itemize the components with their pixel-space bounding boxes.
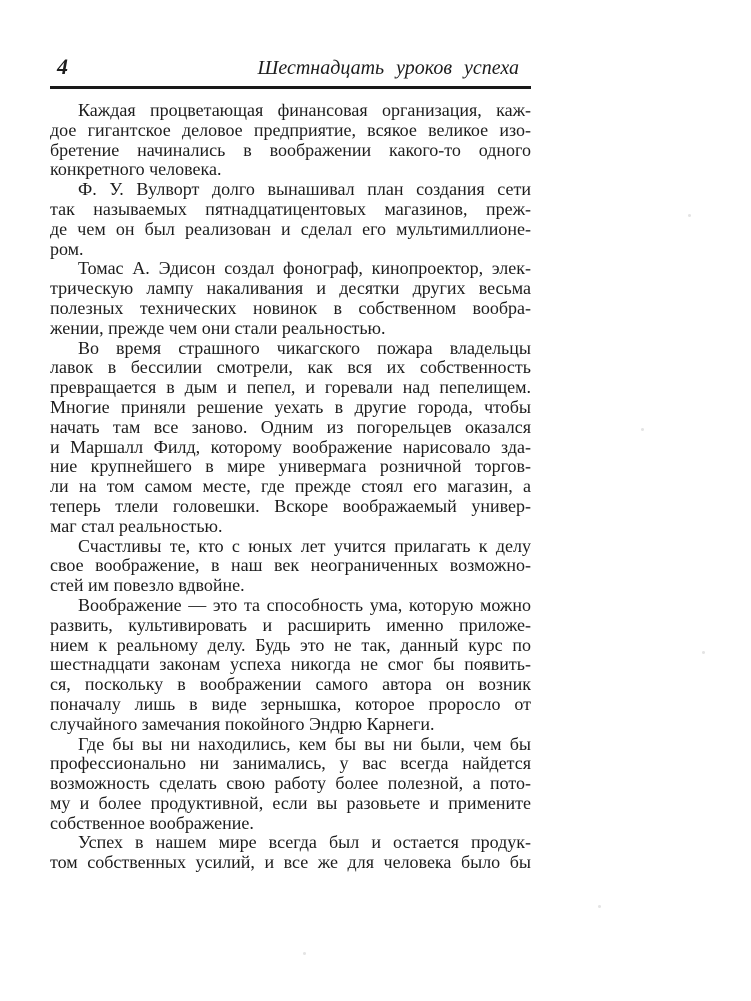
page-number: 4 [57,54,69,79]
text-line: бретение начинались в воображении какого-то одного [50,139,531,160]
text-line: Счастливы те, кто с юных лет учится прилагать к делу [78,535,531,556]
text-line: маг стал реальностью. [50,515,223,536]
text-line: так называемых пятнадцатицентовых магазинов, преж- [50,198,531,219]
text-line: Многие приняли решение уехать в другие города, чтобы [50,396,531,417]
text-line: шестнадцати законам успеха никогда не смог бы появить- [50,654,531,675]
scan-speck [702,651,705,654]
running-title: Шестнадцать уроков успеха [257,57,519,79]
header-rule [50,86,531,89]
text-line: ся, поскольку в воображении самого автора он возник [50,674,531,695]
text-line: Воображение — это та способность ума, которую можно [78,594,531,615]
text-line: Томас А. Эдисон создал фонограф, кинопроектор, элек- [78,258,531,279]
text-line: ли на том самом месте, где прежде стоял его магазин, а [50,476,531,497]
text-line: Во время страшного чикагского пожара владельцы [78,337,531,358]
text-line: том собственных усилий, и все же для человека было бы [50,852,531,873]
page-header [50,54,531,80]
text-line: трическую лампу накаливания и десятки других весьма [50,278,531,299]
text-line: развить, культивировать и расширить именно приложе- [50,614,531,635]
text-line: ром. [50,238,84,259]
text-line: жении, прежде чем они стали реальностью. [50,317,386,338]
scan-speck [598,905,601,908]
text-line: профессионально ни занимались, у вас всегда найдется [50,753,531,774]
text-line: случайного замечания покойного Эндрю Карнеги. [50,713,435,734]
text-line: Ф. У. Вулворт долго вынашивал план создания сети [78,179,531,200]
text-line: полезных технических новинок в собственном вообра- [50,297,531,318]
scan-speck [688,214,691,217]
scan-speck [303,952,306,955]
text-line: ние крупнейшего в мире универмага розничной торгов- [50,456,531,477]
scan-speck [641,428,644,431]
text-line: конкретного человека. [50,159,222,180]
text-line: начать там все заново. Одним из погорельцев оказался [50,416,531,437]
text-line: поначалу лишь в виде зернышка, которое проросло от [50,693,531,714]
text-line: превращается в дым и пепел, и горевали над пепелищем. [50,377,531,398]
text-line: собственное воображение. [50,812,254,833]
text-line: возможность сделать свою работу более полезной, а пото- [50,773,531,794]
text-line: Успех в нашем мире всегда был и остается продук- [78,832,531,853]
text-line: свое воображение, в наш век неограниченных возможно- [50,555,531,576]
text-line: стей им повезло вдвойне. [50,575,245,596]
text-line: де чем он был реализован и сделал его мультимиллионе- [50,218,531,239]
text-line: Где бы вы ни находились, кем бы вы ни были, чем бы [78,733,531,754]
text-line: и Маршалл Филд, которому воображение нарисовало зда- [50,436,531,457]
page-body [50,101,531,873]
text-line: дое гигантское деловое предприятие, всякое великое изо- [50,119,531,140]
text-line: теперь тлели головешки. Вскоре воображаемый универ- [50,495,531,516]
text-line: му и более продуктивной, если вы разовьете и примените [50,792,531,813]
text-line: Каждая процветающая финансовая организация, каж- [78,100,531,120]
text-line: лавок в бессилии смотрели, как вся их собственность [50,357,531,378]
text-line: нием к реальному делу. Будь это не так, данный курс по [50,634,531,655]
